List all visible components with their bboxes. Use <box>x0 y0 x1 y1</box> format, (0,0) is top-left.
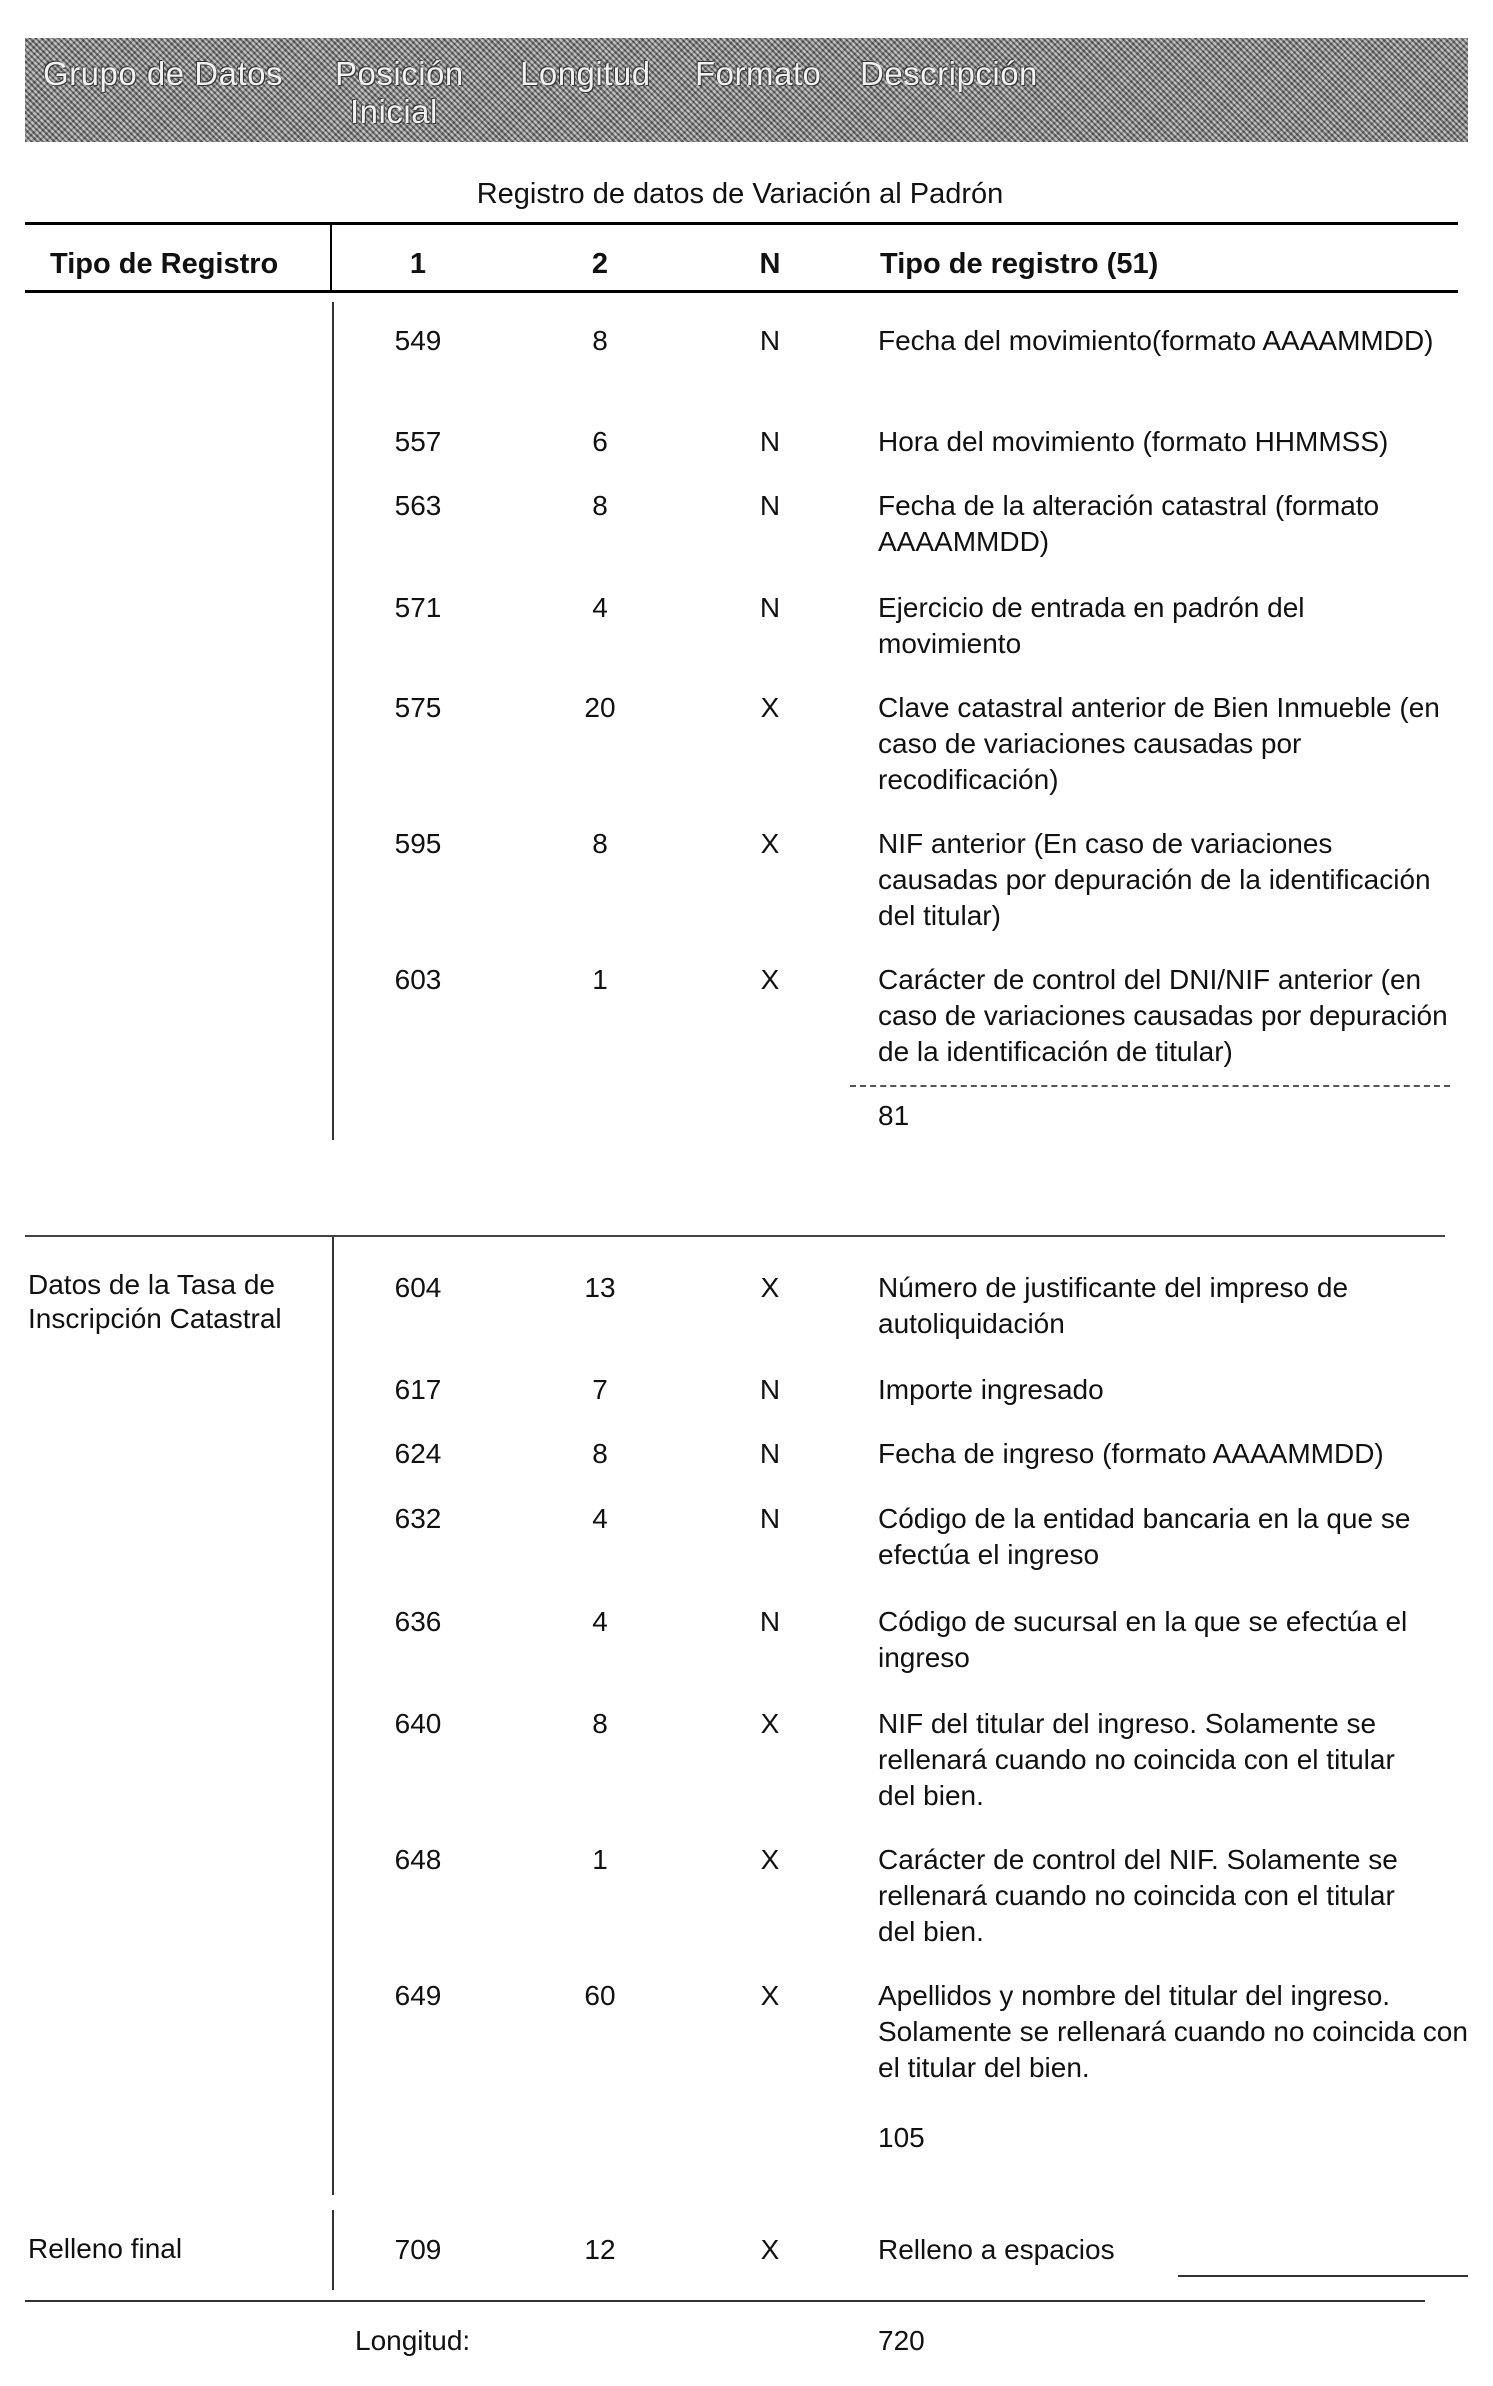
row-pos: 603 <box>394 964 442 995</box>
row-fmt: N <box>759 490 781 521</box>
row-desc: Código de sucursal en la que se efectúa el ingreso <box>878 1606 1408 1673</box>
row-fmt: N <box>759 1606 781 1637</box>
section2-subtotal: 105 <box>878 2122 925 2153</box>
header-bar <box>25 38 1468 142</box>
row-fmt: N <box>759 592 781 623</box>
row-desc: Fecha del movimiento(formato AAAAMMDD) <box>878 325 1434 356</box>
col-divider-section2 <box>332 1237 334 2195</box>
row-pos: 636 <box>394 1606 442 1637</box>
group-relleno-final: Relleno final <box>28 2233 183 2264</box>
section2-top-rule <box>25 1235 1445 1238</box>
row-desc: Importe ingresado <box>878 1374 1104 1405</box>
row-fmt: X <box>760 1272 780 1303</box>
col-divider-header <box>330 222 332 292</box>
row-pos: 648 <box>394 1844 442 1875</box>
col-tipo-registro-51: Tipo de registro (51) <box>880 248 1159 280</box>
header-longitud: Longitud <box>520 55 651 92</box>
row-pos: 632 <box>394 1503 442 1534</box>
row-desc: NIF del titular del ingreso. Solamente se rellenará cuando no coincida con el titular del bien. <box>878 1708 1395 1811</box>
row-pos: 595 <box>394 828 442 859</box>
row-pos: 649 <box>394 1980 442 2011</box>
row-desc: NIF anterior (En caso de variaciones causadas por depuración de la identificación del titular) <box>878 828 1431 931</box>
row-pos: 640 <box>394 1708 442 1739</box>
row-pos: 563 <box>394 490 442 521</box>
row-len: 8 <box>592 490 608 521</box>
row-len: 13 <box>584 1272 616 1303</box>
row-desc: Clave catastral anterior de Bien Inmueble (en caso de variaciones causadas por recodificación) <box>878 692 1440 795</box>
row-pos: 624 <box>394 1438 442 1469</box>
row-len: 4 <box>592 592 608 623</box>
final-right-rule <box>1178 2275 1468 2278</box>
row-fmt: N <box>759 1374 781 1405</box>
row-pos: 549 <box>394 325 442 356</box>
row-fmt: X <box>760 692 780 723</box>
header-descripcion: Descripción <box>860 55 1038 92</box>
row-pos: 709 <box>394 2234 442 2265</box>
row-desc: Hora del movimiento (formato HHMMSS) <box>878 426 1389 457</box>
col-n: N <box>759 248 781 280</box>
row-len: 6 <box>592 426 608 457</box>
row-pos: 604 <box>394 1272 442 1303</box>
row-pos: 571 <box>394 592 442 623</box>
row-len: 4 <box>592 1503 608 1534</box>
footer-rule <box>25 2300 1425 2303</box>
row-len: 8 <box>592 1708 608 1739</box>
group-tasa-inscripcion: Datos de la Tasa de Inscripción Catastral <box>28 1269 282 1334</box>
row-desc: Carácter de control del DNI/NIF anterior (en caso de variaciones causadas por depuración de la identificación de titular) <box>878 964 1448 1067</box>
row-fmt: N <box>759 1438 781 1469</box>
row-desc: Carácter de control del NIF. Solamente se rellenará cuando no coincida con el titular del bien. <box>878 1844 1398 1947</box>
row-pos: 617 <box>394 1374 442 1405</box>
row-fmt: X <box>760 828 780 859</box>
row-desc: Fecha de la alteración catastral (formato AAAAMMDD) <box>878 490 1380 557</box>
header-grupo: Grupo de Datos <box>43 55 283 92</box>
header-top-rule <box>25 222 1458 225</box>
row-desc: Apellidos y nombre del titular del ingreso. Solamente se rellenará cuando no coincida con el titular del bien. <box>878 1980 1468 2083</box>
row-desc: Número de justificante del impreso de autoliquidación <box>878 1272 1349 1339</box>
col-divider-section1 <box>332 302 334 1140</box>
header-formato: Formato <box>695 55 822 92</box>
col-tipo-registro: Tipo de Registro <box>50 248 279 280</box>
row-desc: Relleno a espacios <box>878 2234 1115 2265</box>
row-len: 12 <box>584 2234 616 2265</box>
row-fmt: X <box>760 2234 780 2265</box>
row-fmt: X <box>760 1708 780 1739</box>
col-2: 2 <box>591 248 609 280</box>
row-pos: 557 <box>394 426 442 457</box>
table-title: Registro de datos de Variación al Padrón <box>476 178 1004 210</box>
footer-label: Longitud: <box>355 2325 471 2356</box>
row-fmt: N <box>759 325 781 356</box>
row-len: 8 <box>592 828 608 859</box>
row-len: 20 <box>584 692 616 723</box>
row-pos: 575 <box>394 692 442 723</box>
col-1: 1 <box>409 248 427 280</box>
header-bottom-rule <box>25 290 1458 293</box>
row-len: 60 <box>584 1980 616 2011</box>
section1-subtotal: 81 <box>878 1100 910 1131</box>
row-len: 8 <box>592 1438 608 1469</box>
row-fmt: N <box>759 426 781 457</box>
row-desc: Fecha de ingreso (formato AAAAMMDD) <box>878 1438 1384 1469</box>
header-inicial: Inicial <box>350 93 438 130</box>
header-posicion: Posición <box>335 55 464 92</box>
row-len: 8 <box>592 325 608 356</box>
col-divider-section3 <box>332 2210 334 2290</box>
footer-total: 720 <box>878 2325 925 2356</box>
row-len: 1 <box>592 1844 608 1875</box>
row-len: 1 <box>592 964 608 995</box>
row-desc: Código de la entidad bancaria en la que se efectúa el ingreso <box>878 1503 1411 1570</box>
subtotal-rule <box>850 1085 1450 1088</box>
row-fmt: N <box>759 1503 781 1534</box>
row-fmt: X <box>760 1844 780 1875</box>
row-len: 7 <box>592 1374 608 1405</box>
row-fmt: X <box>760 964 780 995</box>
row-len: 4 <box>592 1606 608 1637</box>
row-fmt: X <box>760 1980 780 2011</box>
row-desc: Ejercicio de entrada en padrón del movimiento <box>878 592 1305 659</box>
